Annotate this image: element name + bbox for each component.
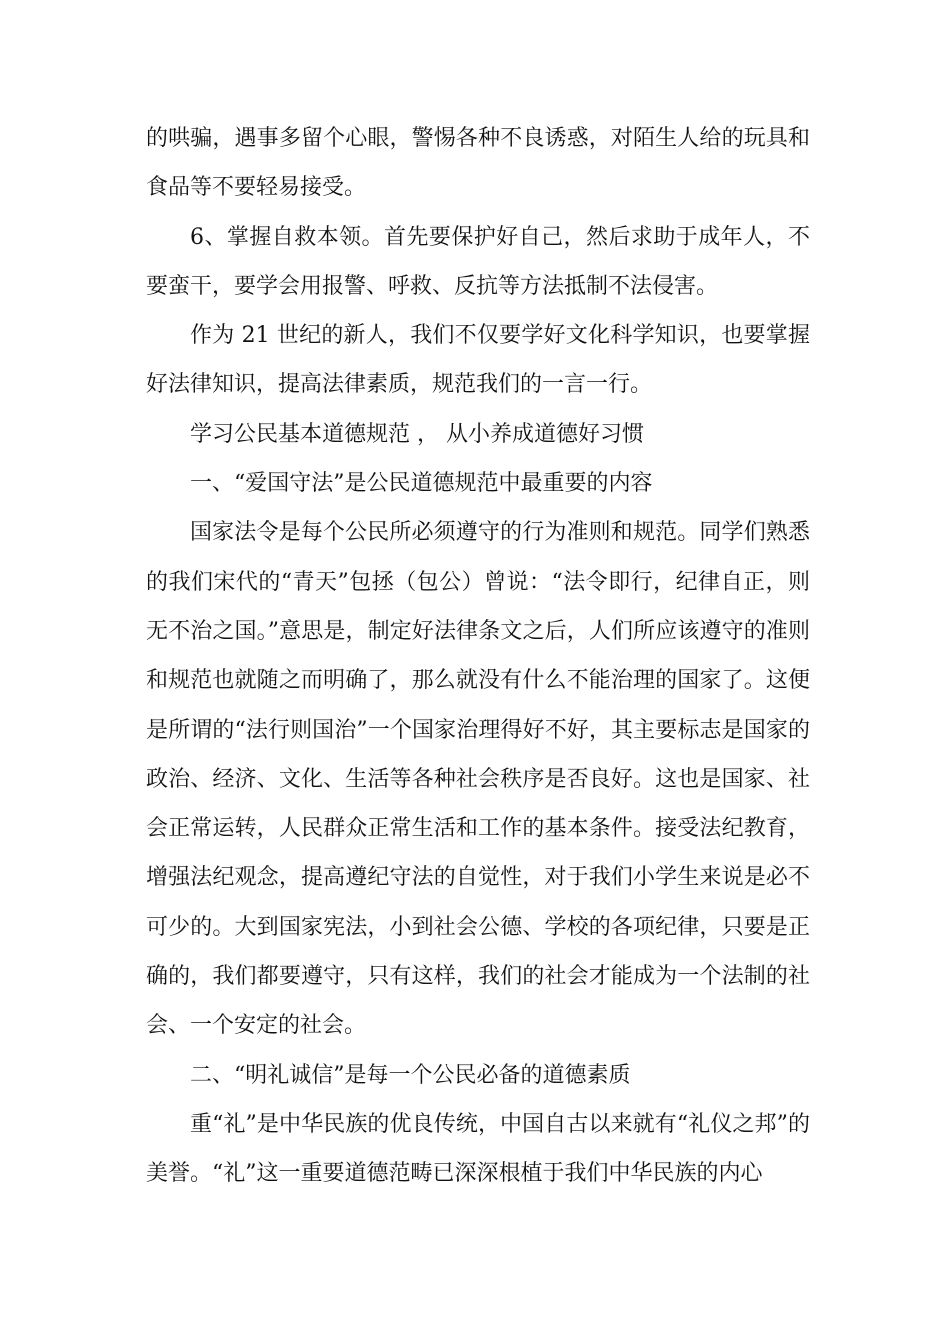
paragraph-2: 6、掌握自救本领。首先要保护好自己，然后求助于成年人，不要蛮干，要学会用报警、呼救、反抗等方法抵制不法侵害。 [146, 224, 810, 299]
paragraph-4: 国家法令是每个公民所必须遵守的行为准则和规范。同学们熟悉的我们宋代的“青天”包拯（包公）曾说：“法令即行，纪律自正，则无不治之国。”意思是，制定好法律条文之后，人们所应该遵守的准则和规范也就随之而明确了，那么就没有什么不能治理的国家了。这便是所谓的“法行则国治”一个国家治理得好不好，其主要标志是国家的政治、经济、文化、生活等各种社会秩序是否良好。这也是国家、社会正常运转，人民群众正常生活和工作的基本条件。接受法纪教育，增强法纪观念，提高遵纪守法的自觉性，对于我们小学生来说是必不可少的。大到国家宪法，小到社会公德、学校的各项纪律，只要是正确的，我们都要遵守，只有这样，我们的社会才能成为一个法制的社会、一个安定的社会。 [146, 520, 810, 1039]
paragraph-3: 作为 21 世纪的新人，我们不仅要学好文化科学知识，也要掌握好法律知识，提高法律素质，规范我们的一言一行。 [146, 323, 810, 398]
document-body [146, 114, 810, 1199]
section-heading-main: 学习公民基本道德规范 ， 从小养成道德好习惯 [190, 421, 644, 447]
paragraph-1: 的哄骗，遇事多留个心眼，警惕各种不良诱惑，对陌生人给的玩具和食品等不要轻易接受。 [146, 126, 810, 201]
paragraph-5: 重“礼”是中华民族的优良传统，中国自古以来就有“礼仪之邦”的美誉。“礼”这一重要道德范畴已深深根植于我们中华民族的内心 [146, 1111, 810, 1187]
section-heading-2: 二、“明礼诚信”是每一个公民必备的道德素质 [190, 1062, 631, 1088]
section-heading-1: 一、“爱国守法”是公民道德规范中最重要的内容 [190, 471, 653, 497]
